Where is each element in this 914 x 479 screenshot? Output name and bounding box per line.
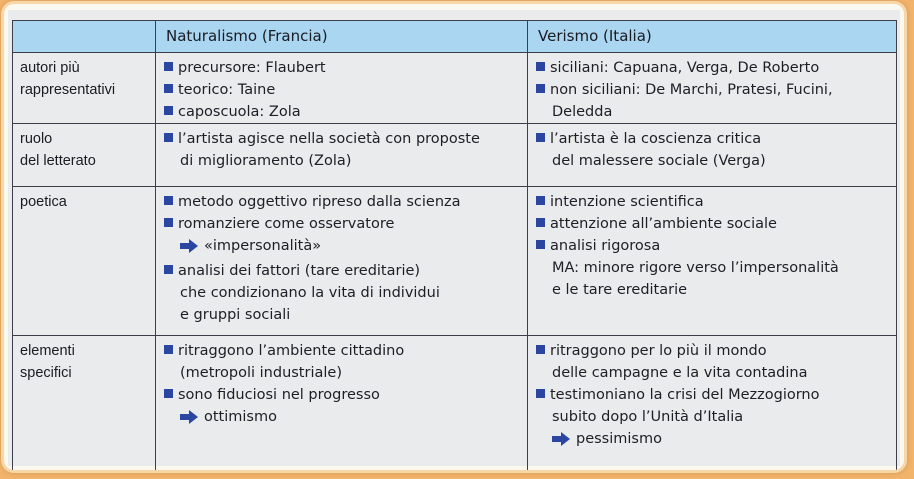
cell-text: precursore: Flaubert (178, 60, 326, 76)
cell-line (164, 79, 521, 101)
cell-verismo (528, 53, 897, 124)
cell-text: sono fiduciosi nel progresso (178, 387, 380, 403)
square-bullet-icon (536, 240, 545, 249)
cell-text: subito dopo l’Unità d’Italia (552, 409, 744, 425)
square-bullet-icon (536, 133, 545, 142)
cell-line (536, 384, 890, 406)
square-bullet-icon (536, 218, 545, 227)
cell-naturalismo (156, 187, 528, 336)
square-bullet-icon (536, 345, 545, 354)
row-label-line: autori più (20, 60, 80, 76)
cell-text: teorico: Taine (178, 82, 276, 98)
cell-text: caposcuola: Zola (178, 104, 301, 120)
cell-line (164, 57, 521, 79)
square-bullet-icon (164, 389, 173, 398)
cell-naturalismo (156, 124, 528, 187)
cell-text: ottimismo (204, 409, 277, 425)
square-bullet-icon (164, 133, 173, 142)
cell-naturalismo (156, 53, 528, 124)
cell-text: siciliani: Capuana, Verga, De Roberto (550, 60, 820, 76)
row-label (13, 187, 156, 336)
cell-line (536, 128, 890, 150)
right-arrow-icon (180, 409, 198, 431)
row-label-line: poetica (20, 194, 67, 210)
cell-line (164, 340, 521, 362)
cell-line (164, 384, 521, 406)
textbook-page (8, 10, 900, 466)
cell-naturalismo (156, 336, 528, 471)
square-bullet-icon (164, 345, 173, 354)
row-elementi (13, 336, 897, 471)
cell-text: romanziere come osservatore (178, 216, 395, 232)
square-bullet-icon (164, 196, 173, 205)
cell-text: Deledda (552, 104, 613, 120)
cell-line (536, 340, 890, 362)
cell-text: ritraggono l’ambiente cittadino (178, 343, 405, 359)
square-bullet-icon (164, 84, 173, 93)
cell-text: e le tare ereditarie (552, 282, 688, 298)
cell-line (164, 213, 521, 235)
square-bullet-icon (164, 218, 173, 227)
cell-line (536, 428, 890, 453)
header-naturalismo: Naturalismo (Francia) (156, 21, 528, 53)
header-row (13, 21, 897, 53)
cell-text: «impersonalità» (204, 238, 322, 254)
cell-line (536, 79, 890, 101)
row-label-line: del letterato (20, 153, 96, 169)
cell-line (164, 128, 521, 150)
comparison-table (12, 20, 897, 470)
square-bullet-icon (536, 84, 545, 93)
cell-line (536, 257, 890, 279)
cell-text: non siciliani: De Marchi, Pratesi, Fucini, (550, 82, 833, 98)
cell-verismo (528, 187, 897, 336)
cell-text: MA: minore rigore verso l’impersonalità (552, 260, 839, 276)
cell-verismo (528, 336, 897, 471)
cell-text: intenzione scientifica (550, 194, 704, 210)
cell-line (164, 362, 521, 384)
row-label-line: ruolo (20, 131, 53, 147)
row-label (13, 53, 156, 124)
row-poetica (13, 187, 897, 336)
cell-line (536, 150, 890, 172)
cell-text: attenzione all’ambiente sociale (550, 216, 777, 232)
square-bullet-icon (536, 62, 545, 71)
cell-line (164, 260, 521, 282)
photo-frame (4, 4, 904, 470)
cell-line (536, 191, 890, 213)
cell-line (164, 235, 521, 260)
cell-line (536, 213, 890, 235)
cell-line (164, 282, 521, 304)
right-arrow-icon (180, 238, 198, 260)
cell-line (164, 150, 521, 172)
cell-line (536, 101, 890, 123)
row-label (13, 336, 156, 471)
cell-line (536, 279, 890, 301)
cell-text: delle campagne e la vita contadina (552, 365, 808, 381)
cell-text: (metropoli industriale) (180, 365, 342, 381)
row-label-line: specifici (20, 365, 72, 381)
square-bullet-icon (536, 196, 545, 205)
cell-text: l’artista è la coscienza critica (550, 131, 762, 147)
row-ruolo (13, 124, 897, 187)
cell-line (164, 101, 521, 123)
right-arrow-icon (552, 431, 570, 453)
cell-text: che condizionano la vita di individui (180, 285, 440, 301)
cell-line (536, 406, 890, 428)
cell-text: analisi dei fattori (tare ereditarie) (178, 263, 421, 279)
square-bullet-icon (164, 62, 173, 71)
cell-text: e gruppi sociali (180, 307, 291, 323)
header-verismo: Verismo (Italia) (528, 21, 897, 53)
row-label-line: elementi (20, 343, 75, 359)
cell-text: testimoniano la crisi del Mezzogiorno (550, 387, 820, 403)
cell-text: metodo oggettivo ripreso dalla scienza (178, 194, 461, 210)
row-label (13, 124, 156, 187)
square-bullet-icon (536, 389, 545, 398)
row-label-line: rappresentativi (20, 82, 116, 98)
cell-line (164, 406, 521, 431)
cell-text: ritraggono per lo più il mondo (550, 343, 767, 359)
row-autori (13, 53, 897, 124)
cell-text: analisi rigorosa (550, 238, 661, 254)
cell-line (164, 191, 521, 213)
cell-line (164, 304, 521, 326)
square-bullet-icon (164, 106, 173, 115)
header-corner (13, 21, 156, 53)
cell-line (536, 362, 890, 384)
cell-line (536, 235, 890, 257)
square-bullet-icon (164, 265, 173, 274)
cell-verismo (528, 124, 897, 187)
cell-text: pessimismo (576, 431, 662, 447)
cell-line (536, 57, 890, 79)
cell-text: del malessere sociale (Verga) (552, 153, 766, 169)
cell-text: di miglioramento (Zola) (180, 153, 352, 169)
cell-text: l’artista agisce nella società con proposte (178, 131, 480, 147)
